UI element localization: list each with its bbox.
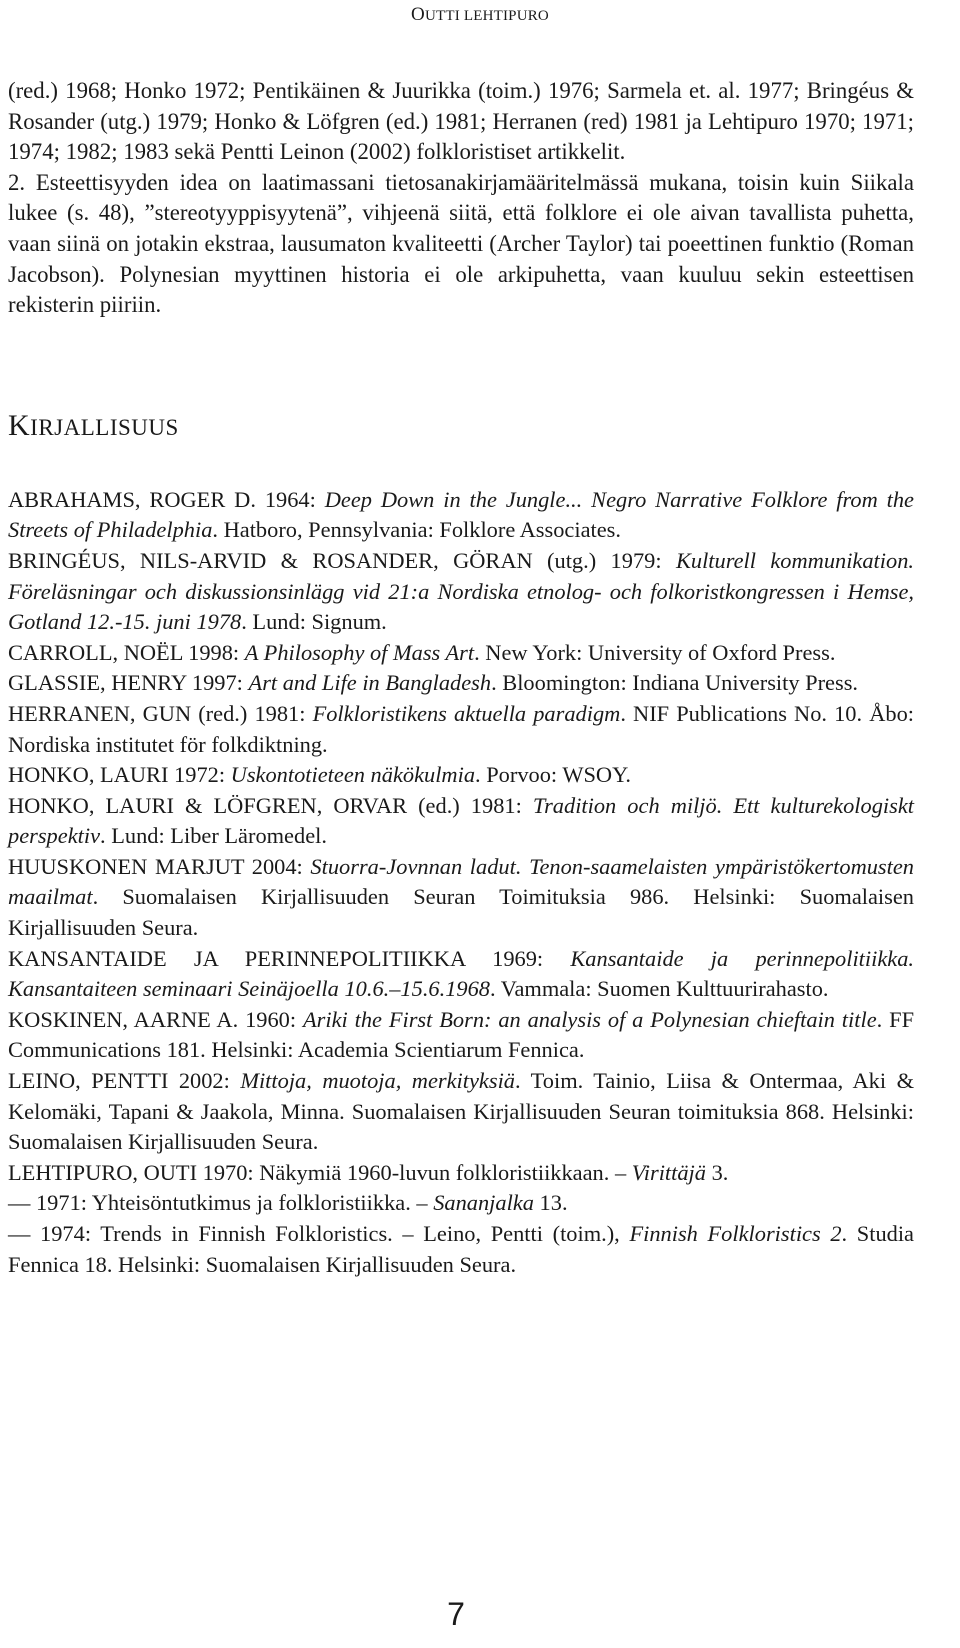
reference-author: CARROLL, NOËL 1998: (8, 639, 245, 665)
reference-title: Art and Life in Bangladesh (248, 670, 492, 696)
reference-author: KOSKINEN, AARNE A. 1960: (8, 1006, 303, 1032)
running-header-initial: O (411, 4, 425, 25)
reference-publisher: . New York: University of Oxford Press. (474, 639, 836, 665)
reference-title: Sananjalka (433, 1190, 534, 1216)
reference-title: Finnish Folkloristics 2 (629, 1221, 842, 1246)
reference-author: HONKO, LAURI 1972: (8, 762, 231, 788)
reference-author: LEHTIPURO, OUTI 1970: Näkymiä 1960-luvun folkloristiikkaan. – (8, 1159, 632, 1185)
reference-entry (8, 638, 914, 669)
page-number: 7 (447, 1596, 465, 1632)
reference-publisher: . Lund: Signum. (241, 609, 387, 635)
reference-entry (8, 791, 914, 852)
paragraph-note-1: (red.) 1968; Honko 1972; Pentikäinen & Juurikka (toim.) 1976; Sarmela et. al. 1977; Bringéus & Rosander (utg.) 1979; Honko & Löfgren (ed.) 1981; Herranen (red) 1981 ja Lehtipuro 1970; 1971; 1974; 1982; 1983 sekä Pentti Leinon (2002) folkloristiset artikkelit. (8, 78, 914, 165)
reference-list (8, 485, 914, 1280)
running-header (0, 4, 960, 26)
reference-publisher: . Porvoo: WSOY. (475, 762, 631, 788)
reference-publisher: . Hatboro, Pennsylvania: Folklore Associates. (212, 517, 621, 543)
main-content (8, 76, 914, 1280)
reference-entry (8, 1005, 914, 1066)
reference-author: HERRANEN, GUN (red.) 1981: (8, 700, 313, 726)
reference-title: Kansantaide ja perinnepolitiikka. Kansantaiteen seminaari Seinäjoella 10.6.–15.6.1968 (8, 945, 915, 1002)
reference-title: Uskontotieteen näkökulmia (230, 762, 476, 788)
reference-title: Ariki the First Born: an analysis of a Polynesian chieftain title (302, 1006, 877, 1032)
reference-publisher: . FF Communications 181. Helsinki: Academia Scientiarum Fennica. (8, 1006, 915, 1063)
reference-author: BRINGÉUS, NILS-ARVID & ROSANDER, GÖRAN (utg.) 1979: (8, 547, 676, 573)
reference-author: LEINO, PENTTI 2002: (8, 1068, 241, 1094)
reference-entry (8, 760, 914, 791)
reference-publisher: . NIF Publications No. 10. Åbo: Nordiska institutet för folkdiktning. (8, 700, 914, 757)
reference-title: Tradition och miljö. Ett kulturekologiskt perspektiv (8, 792, 914, 849)
reference-entry (8, 485, 914, 546)
reference-publisher: 3. (705, 1159, 729, 1185)
reference-title: Kulturell kommunikation. Föreläsningar och diskussionsinlägg vid 21:a Nordiska etnolog- och folkoristkongressen i Hemse, Gotland 12.-15. juni 1978 (8, 547, 914, 635)
section-heading-rest: IRJALLISUUS (30, 414, 179, 440)
reference-entry (8, 1066, 914, 1158)
reference-title: Mittoja, muotoja, merkityksiä (240, 1068, 515, 1094)
paragraph-note-2: 2. Esteettisyyden idea on laatimassani tietosanakirjamääritelmässä mukana, toisin kuin Siikala lukee (s. 48), ”stereotyyppisyytenä”, vihjeenä siitä, että folklore ei ole aivan tavallista puhetta, vaan siinä on jotakin ekstraa, lausumaton kvaliteetti (Archer Taylor) tai poeettinen funktio (Roman Jacobson). Polynesian myyttinen historia ei ole arkipuhetta, vaan kuuluu sekin esteettisen rekisterin piiriin. (8, 169, 914, 318)
reference-title: Stuorra-Jovnnan ladut. Tenon-saamelaisten ympäristökertomusten maailmat (8, 853, 914, 910)
reference-publisher: 13. (533, 1190, 568, 1216)
reference-publisher: . Vammala: Suomen Kulttuurirahasto. (490, 976, 829, 1002)
reference-title: Folkloristikens aktuella paradigm (312, 700, 621, 726)
reference-author: ABRAHAMS, ROGER D. 1964: (8, 486, 325, 512)
reference-publisher: . Lund: Liber Läromedel. (100, 823, 327, 849)
reference-entry (8, 1219, 914, 1280)
section-heading-initial: K (8, 408, 31, 442)
reference-entry (8, 944, 914, 1005)
reference-publisher: . Studia Fennica 18. Helsinki: Suomalaisen Kirjallisuuden Seura. (8, 1221, 914, 1277)
reference-entry (8, 1188, 914, 1219)
reference-author: KANSANTAIDE JA PERINNEPOLITIIKKA 1969: (8, 945, 571, 971)
reference-title: Virittäjä (631, 1159, 706, 1185)
reference-title: A Philosophy of Mass Art (244, 639, 475, 665)
reference-publisher: . Suomalaisen Kirjallisuuden Seuran Toimituksia 986. Helsinki: Suomalaisen Kirjallisuuden Seura. (8, 884, 914, 941)
reference-entry (8, 668, 914, 699)
reference-author: — 1974: Trends in Finnish Folkloristics. – Leino, Pentti (toim.), (8, 1221, 630, 1246)
reference-publisher: . Toim. Tainio, Liisa & Ontermaa, Aki & Kelomäki, Tapani & Jaakola, Minna. Suomalaisen Kirjallisuuden Seuran toimituksia 868. Helsinki: Suomalaisen Kirjallisuuden Seura. (8, 1068, 914, 1155)
reference-title: Deep Down in the Jungle... Negro Narrative Folklore from the Streets of Philadelphia (8, 486, 914, 543)
reference-author: — 1971: Yhteisöntutkimus ja folkloristiikka. – (8, 1190, 434, 1216)
reference-author: HONKO, LAURI & LÖFGREN, ORVAR (ed.) 1981: (8, 792, 533, 818)
reference-publisher: . Bloomington: Indiana University Press. (491, 670, 859, 696)
reference-entry (8, 546, 914, 638)
reference-entry (8, 699, 914, 760)
reference-entry (8, 1158, 914, 1189)
running-header-rest: UTTI LEHTIPURO (424, 8, 549, 24)
reference-author: GLASSIE, HENRY 1997: (8, 670, 249, 696)
section-heading (8, 409, 914, 443)
reference-author: HUUSKONEN MARJUT 2004: (8, 853, 311, 879)
reference-entry (8, 852, 914, 944)
